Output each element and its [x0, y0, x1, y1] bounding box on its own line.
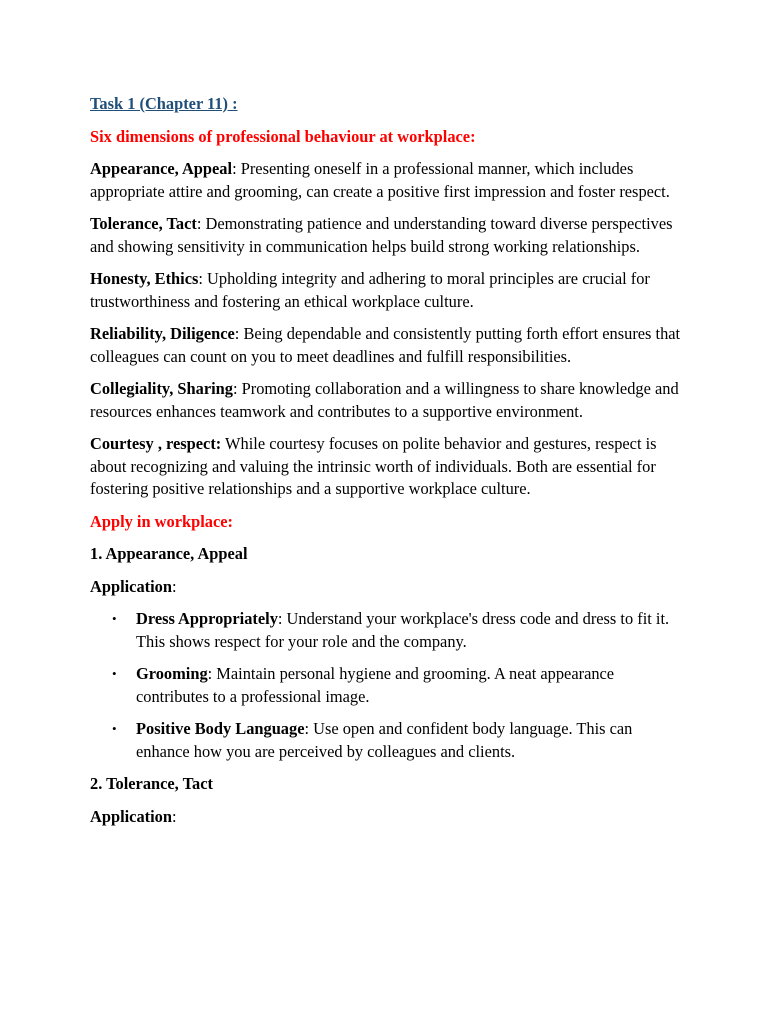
bullet-text: : Maintain personal hygiene and grooming. A neat appearance contributes to a professional image. — [136, 664, 615, 706]
list-item — [90, 718, 688, 763]
dimension-term: Collegiality, Sharing — [90, 379, 233, 398]
application-bullet-list — [90, 608, 688, 763]
dimension-paragraph — [90, 378, 688, 423]
dimension-text: Promoting collaboration and a willingness to share knowledge and resources enhances teamwork and contributes to a supportive environment. — [90, 379, 679, 421]
dimension-term: Tolerance, Tact — [90, 214, 197, 233]
bullet-term: Positive Body Language — [136, 719, 305, 738]
section-title: 2. Tolerance, Tact — [90, 774, 213, 793]
application-label — [90, 806, 688, 829]
dimensions-heading: Six dimensions of professional behaviour at workplace: — [90, 126, 476, 146]
bullet-term: Grooming — [136, 664, 208, 683]
list-item — [90, 663, 688, 708]
dimension-paragraph — [90, 433, 688, 501]
dimension-term: Appearance, Appeal — [90, 159, 233, 178]
dimension-text: Presenting oneself in a professional manner, which includes appropriate attire and grooming, can create a positive first impression and foster respect. — [90, 159, 670, 201]
dimension-separator: : — [232, 379, 238, 398]
list-item — [90, 608, 688, 653]
application-label-text: Application — [90, 806, 172, 826]
application-label-text: Application — [90, 576, 172, 596]
dimension-term: Honesty, Ethics — [90, 269, 199, 288]
apply-heading: Apply in workplace: — [90, 511, 233, 531]
application-label — [90, 576, 688, 599]
task-title: Task 1 (Chapter 11) : — [90, 94, 238, 113]
dimension-term: Reliability, Diligence — [90, 324, 235, 343]
dimension-paragraph — [90, 323, 688, 368]
bullet-text: : Understand your workplace's dress code and dress to fit it. This shows respect for your role and the company. — [136, 609, 670, 651]
dimension-paragraph — [90, 158, 688, 203]
application-label-colon: : — [171, 576, 177, 596]
bullet-icon: • — [112, 611, 117, 626]
bullet-term: Dress Appropriately — [136, 609, 278, 628]
bullet-text: : Use open and confident body language. This can enhance how you are perceived by colleagues and clients. — [136, 719, 633, 761]
dimension-term: Courtesy , respect: — [90, 434, 222, 453]
bullet-icon: • — [112, 721, 117, 736]
dimension-paragraph — [90, 213, 688, 258]
dimension-text: Demonstrating patience and understanding toward diverse perspectives and showing sensitivity in communication helps build strong working relationships. — [90, 214, 673, 256]
dimension-text: Upholding integrity and adhering to moral principles are crucial for trustworthiness and fostering an ethical workplace culture. — [90, 269, 650, 311]
dimension-separator: : — [198, 269, 203, 288]
bullet-icon: • — [112, 666, 117, 681]
application-label-colon: : — [171, 806, 177, 826]
dimension-paragraph — [90, 268, 688, 313]
dimension-text: While courtesy focuses on polite behavior and gestures, respect is about recognizing and valuing the intrinsic worth of individuals. Both are essential for fostering positive relationships and a supportive workplace culture. — [90, 434, 657, 498]
dimension-separator: : — [234, 324, 240, 343]
dimension-text: Being dependable and consistently putting forth effort ensures that colleagues can count on you to meet deadlines and fulfill responsibilities. — [90, 324, 681, 366]
dimension-separator: : — [196, 214, 202, 233]
dimension-separator: : — [232, 159, 237, 178]
section-title: 1. Appearance, Appeal — [90, 544, 248, 563]
